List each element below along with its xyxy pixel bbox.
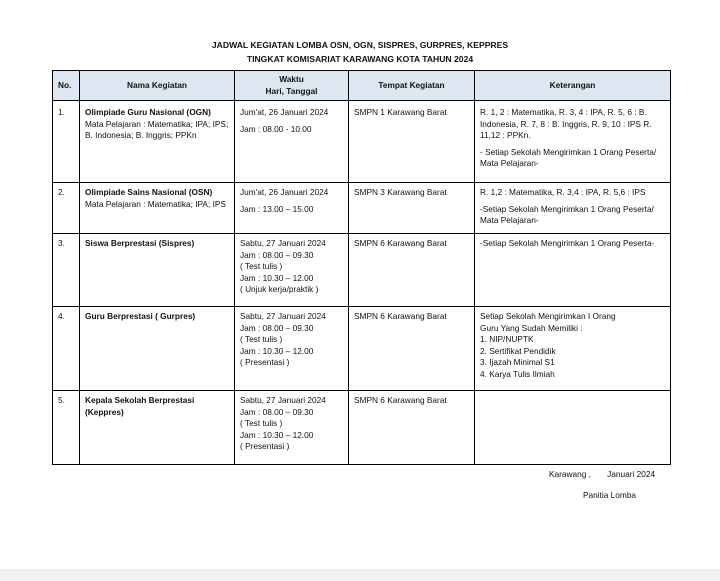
row-nama: Siswa Berprestasi (Sispres) xyxy=(80,234,235,307)
table-row xyxy=(53,307,671,391)
row-nama: Olimpiade Guru Nasional (OGN) Mata Pelajaran : Matematika; IPA; IPS; B. Indonesia; B. Inggris; PPKn xyxy=(80,101,235,183)
row-waktu: Sabtu, 27 Januari 2024 Jam : 08.00 – 09.30 ( Test tulis ) Jam : 10.30 – 12.00 ( Unjuk kerja/praktik ) xyxy=(235,234,349,307)
row-tempat: SMPN 6 Karawang Barat xyxy=(349,234,475,307)
place-date: Karawang , Januari 2024 xyxy=(549,469,656,479)
document-title: JADWAL KEGIATAN LOMBA OSN, OGN, SISPRES, GURPRES, KEPPRES xyxy=(211,40,509,50)
table-row xyxy=(53,101,671,183)
header-keterangan: Keterangan xyxy=(475,71,671,101)
table-row xyxy=(53,183,671,234)
row-no: 1. xyxy=(53,101,80,183)
table-header-row xyxy=(53,71,671,101)
header-no: No. xyxy=(53,71,80,101)
row-waktu: Jum'at, 26 Januari 2024 Jam : 13.00 – 15.00 xyxy=(235,183,349,234)
header-tempat: Tempat Kegiatan xyxy=(349,71,475,101)
row-keterangan: Setiap Sekolah Mengirimkan I Orang Guru Yang Sudah Memiliki : 1. NIP/NUPTK 2. Sertifikat Pendidik 3. Ijazah Minimal S1 4. Karya Tulis Ilmiah xyxy=(475,307,671,391)
row-tempat: SMPN 6 Karawang Barat xyxy=(349,307,475,391)
signature-label: Panitia Lomba xyxy=(583,490,637,500)
row-tempat: SMPN 6 Karawang Barat xyxy=(349,391,475,465)
row-no: 5. xyxy=(53,391,80,465)
header-nama: Nama Kegiatan xyxy=(80,71,235,101)
document-subtitle: TINGKAT KOMISARIAT KARAWANG KOTA TAHUN 2024 xyxy=(246,54,474,64)
row-waktu: Sabtu, 27 Januari 2024 Jam : 08.00 – 09.30 ( Test tulis ) Jam : 10.30 – 12.00 ( Presentasi ) xyxy=(235,307,349,391)
row-keterangan xyxy=(475,391,671,465)
row-no: 2. xyxy=(53,183,80,234)
table-row xyxy=(53,234,671,307)
row-nama: Kepala Sekolah Berprestasi (Keppres) xyxy=(80,391,235,465)
row-keterangan: R. 1, 2 : Matematika, R. 3, 4 : IPA, R. 5, 6 : B. Indonesia, R. 7, 8 : B. Inggris, R. 9, 10 : IPS R. 11,12 : PPKn. - Setiap Sekolah Mengirimkan 1 Orang Peserta/ Mata Pelajaran- xyxy=(475,101,671,183)
row-waktu: Sabtu, 27 Januari 2024 Jam : 08.00 – 09.30 ( Test tulis ) Jam : 10.30 – 12.00 ( Presentasi ) xyxy=(235,391,349,465)
header-waktu: Waktu Hari, Tanggal xyxy=(235,71,349,101)
row-tempat: SMPN 3 Karawang Barat xyxy=(349,183,475,234)
row-no: 4. xyxy=(53,307,80,391)
row-nama: Olimpiade Sains Nasional (OSN) Mata Pelajaran : Matematika; IPA; IPS xyxy=(80,183,235,234)
row-no: 3. xyxy=(53,234,80,307)
row-waktu: Jum'at, 26 Januari 2024 Jam : 08.00 - 10.00 xyxy=(235,101,349,183)
row-tempat: SMPN 1 Karawang Barat xyxy=(349,101,475,183)
row-keterangan: R. 1,2 : Matematika, R. 3,4 : IPA, R. 5,6 : IPS -Setiap Sekolah Mengirimkan 1 Orang Peserta/ Mata Pelajaran- xyxy=(475,183,671,234)
row-keterangan: -Setiap Sekolah Mengirimkan 1 Orang Peserta- xyxy=(475,234,671,307)
bottom-bar xyxy=(0,569,720,581)
schedule-table xyxy=(52,70,671,465)
row-nama: Guru Berprestasi ( Gurpres) xyxy=(80,307,235,391)
table-row xyxy=(53,391,671,465)
